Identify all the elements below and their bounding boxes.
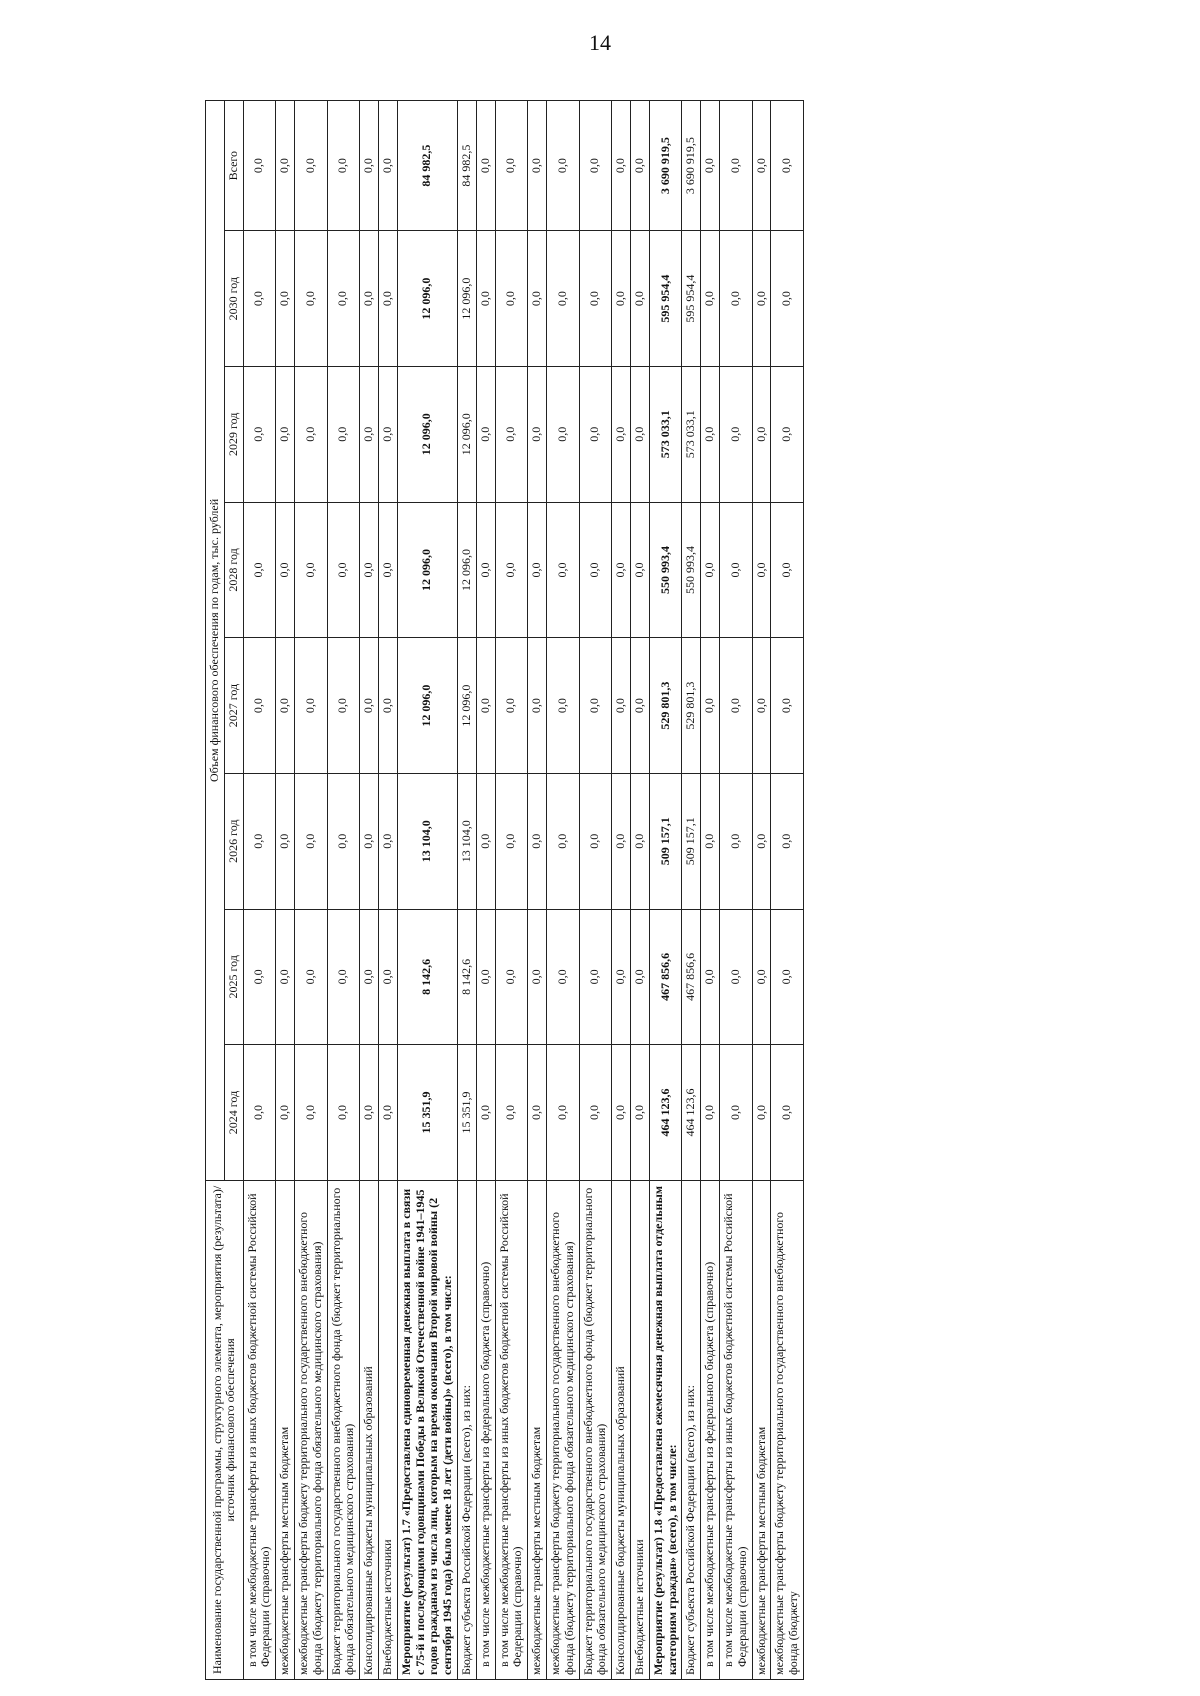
total-cell: 0,0: [719, 101, 752, 231]
year-value-cell: 0,0: [612, 773, 631, 909]
year-value-cell: 0,0: [294, 366, 327, 502]
row-label: межбюджетные трансферты местным бюджетам: [528, 1180, 547, 1679]
year-value-cell: 0,0: [378, 909, 397, 1045]
year-value-cell: 0,0: [771, 1045, 804, 1181]
year-value-cell: 0,0: [546, 366, 579, 502]
year-value-cell: 0,0: [476, 502, 495, 638]
total-header: Всего: [224, 101, 243, 231]
year-value-cell: 0,0: [579, 638, 612, 774]
year-value-cell: 0,0: [378, 773, 397, 909]
year-value-cell: 464 123,6: [682, 1045, 701, 1181]
year-value-cell: 0,0: [630, 1045, 649, 1181]
year-value-cell: 0,0: [243, 1045, 276, 1181]
table-row: [579, 101, 612, 1680]
year-value-cell: 0,0: [579, 773, 612, 909]
row-label: Внебюджетные источники: [630, 1180, 649, 1679]
year-value-cell: 0,0: [752, 909, 771, 1045]
year-value-cell: 12 096,0: [397, 366, 457, 502]
year-value-cell: 529 801,3: [682, 638, 701, 774]
year-value-cell: 0,0: [630, 231, 649, 367]
row-label: Консолидированные бюджеты муниципальных образований: [360, 1180, 379, 1679]
year-value-cell: 0,0: [546, 773, 579, 909]
year-value-cell: 0,0: [243, 366, 276, 502]
year-value-cell: 0,0: [528, 366, 547, 502]
row-label: в том числе межбюджетные трансферты из федерального бюджета (справочно): [701, 1180, 720, 1679]
year-value-cell: 0,0: [579, 1045, 612, 1181]
year-header: 2024 год: [224, 1045, 243, 1181]
year-value-cell: 0,0: [327, 909, 360, 1045]
total-cell: 84 982,5: [397, 101, 457, 231]
total-cell: 0,0: [771, 101, 804, 231]
year-value-cell: 0,0: [476, 773, 495, 909]
year-value-cell: 12 096,0: [457, 638, 476, 774]
row-label: в том числе межбюджетные трансферты из иных бюджетов бюджетной системы Российской Федерации (справочно): [495, 1180, 528, 1679]
year-value-cell: 0,0: [378, 366, 397, 502]
year-value-cell: 0,0: [327, 773, 360, 909]
total-cell: 0,0: [701, 101, 720, 231]
year-value-cell: 467 856,6: [682, 909, 701, 1045]
table-row: [457, 101, 476, 1680]
year-value-cell: 0,0: [579, 909, 612, 1045]
total-cell: 0,0: [243, 101, 276, 231]
year-value-cell: 0,0: [294, 638, 327, 774]
year-value-cell: 0,0: [701, 231, 720, 367]
total-cell: 0,0: [276, 101, 295, 231]
year-value-cell: 0,0: [476, 366, 495, 502]
year-value-cell: 0,0: [495, 1045, 528, 1181]
year-value-cell: 0,0: [276, 502, 295, 638]
year-value-cell: 0,0: [719, 502, 752, 638]
year-value-cell: 0,0: [752, 366, 771, 502]
year-value-cell: 0,0: [719, 1045, 752, 1181]
year-value-cell: 573 033,1: [649, 366, 682, 502]
year-value-cell: 0,0: [630, 638, 649, 774]
year-value-cell: 0,0: [243, 638, 276, 774]
table-row: [649, 101, 682, 1680]
year-value-cell: 0,0: [495, 366, 528, 502]
year-value-cell: 8 142,6: [397, 909, 457, 1045]
total-cell: 0,0: [630, 101, 649, 231]
year-value-cell: 0,0: [378, 502, 397, 638]
year-value-cell: 0,0: [528, 638, 547, 774]
year-value-cell: 0,0: [701, 638, 720, 774]
year-value-cell: 0,0: [243, 502, 276, 638]
year-value-cell: 0,0: [360, 1045, 379, 1181]
year-value-cell: 0,0: [752, 1045, 771, 1181]
year-value-cell: 0,0: [276, 909, 295, 1045]
year-value-cell: 0,0: [378, 1045, 397, 1181]
year-value-cell: 0,0: [360, 773, 379, 909]
year-value-cell: 0,0: [276, 638, 295, 774]
row-label: межбюджетные трансферты местным бюджетам: [752, 1180, 771, 1679]
year-value-cell: 0,0: [771, 773, 804, 909]
year-value-cell: 0,0: [243, 231, 276, 367]
table-row: [276, 101, 295, 1680]
year-value-cell: 0,0: [294, 502, 327, 638]
rotated-table-container: [205, 100, 1105, 1680]
table-row: [719, 101, 752, 1680]
table-row: [528, 101, 547, 1680]
year-value-cell: 509 157,1: [649, 773, 682, 909]
total-cell: 0,0: [476, 101, 495, 231]
year-value-cell: 0,0: [495, 638, 528, 774]
year-value-cell: 0,0: [752, 502, 771, 638]
row-label: Внебюджетные источники: [378, 1180, 397, 1679]
year-value-cell: 13 104,0: [457, 773, 476, 909]
year-header: 2027 год: [224, 638, 243, 774]
table-row: [495, 101, 528, 1680]
year-value-cell: 0,0: [495, 909, 528, 1045]
year-value-cell: 0,0: [327, 638, 360, 774]
year-value-cell: 0,0: [630, 909, 649, 1045]
total-cell: 3 690 919,5: [649, 101, 682, 231]
year-value-cell: 0,0: [327, 1045, 360, 1181]
total-cell: 0,0: [612, 101, 631, 231]
header-row-group: [206, 101, 225, 1680]
table-row: [752, 101, 771, 1680]
year-value-cell: 0,0: [612, 366, 631, 502]
year-value-cell: 0,0: [378, 638, 397, 774]
row-label: Мероприятие (результат) 1.8 «Предоставлена ежемесячная денежная выплата отдельным категориям граждан» (всего), в том числе:: [649, 1180, 682, 1679]
year-value-cell: 0,0: [546, 638, 579, 774]
row-label: межбюджетные трансферты бюджету территориального государственного внебюджетного фонда (бюджету территориального фонда обязательного медицинского страхования): [546, 1180, 579, 1679]
table-row: [378, 101, 397, 1680]
year-header: 2028 год: [224, 502, 243, 638]
year-value-cell: 0,0: [327, 231, 360, 367]
year-header: 2029 год: [224, 366, 243, 502]
year-value-cell: 0,0: [495, 231, 528, 367]
year-value-cell: 12 096,0: [397, 638, 457, 774]
year-value-cell: 0,0: [701, 366, 720, 502]
year-value-cell: 0,0: [630, 773, 649, 909]
year-value-cell: 0,0: [771, 366, 804, 502]
year-value-cell: 0,0: [630, 502, 649, 638]
year-value-cell: 0,0: [719, 773, 752, 909]
year-value-cell: 0,0: [771, 502, 804, 638]
table-row: [294, 101, 327, 1680]
year-value-cell: 0,0: [546, 231, 579, 367]
total-cell: 0,0: [546, 101, 579, 231]
year-value-cell: 0,0: [719, 366, 752, 502]
year-value-cell: 8 142,6: [457, 909, 476, 1045]
page-number: 14: [589, 30, 611, 55]
row-label: Бюджет субъекта Российской Федерации (всего), из них:: [457, 1180, 476, 1679]
table-row: [771, 101, 804, 1680]
year-value-cell: 0,0: [294, 909, 327, 1045]
year-value-cell: 529 801,3: [649, 638, 682, 774]
year-value-cell: 0,0: [612, 638, 631, 774]
table-row: [701, 101, 720, 1680]
year-value-cell: 0,0: [360, 231, 379, 367]
total-cell: 0,0: [327, 101, 360, 231]
year-value-cell: 464 123,6: [649, 1045, 682, 1181]
table-row: [682, 101, 701, 1680]
year-value-cell: 15 351,9: [397, 1045, 457, 1181]
year-value-cell: 15 351,9: [457, 1045, 476, 1181]
year-value-cell: 0,0: [476, 231, 495, 367]
row-label: Консолидированные бюджеты муниципальных образований: [612, 1180, 631, 1679]
year-value-cell: 0,0: [612, 231, 631, 367]
year-value-cell: 0,0: [719, 909, 752, 1045]
funding-group-header: Объем финансового обеспечения по годам, тыс. рублей: [206, 101, 225, 1181]
year-value-cell: 0,0: [752, 231, 771, 367]
year-value-cell: 0,0: [276, 231, 295, 367]
year-value-cell: 0,0: [528, 231, 547, 367]
year-value-cell: 12 096,0: [457, 502, 476, 638]
year-value-cell: 0,0: [612, 909, 631, 1045]
year-value-cell: 0,0: [495, 502, 528, 638]
year-value-cell: 0,0: [630, 366, 649, 502]
year-value-cell: 0,0: [327, 502, 360, 638]
table-row: [327, 101, 360, 1680]
year-value-cell: 0,0: [546, 1045, 579, 1181]
year-value-cell: 0,0: [276, 1045, 295, 1181]
year-value-cell: 0,0: [752, 638, 771, 774]
table-row: [243, 101, 276, 1680]
year-value-cell: 0,0: [243, 773, 276, 909]
table-row: [546, 101, 579, 1680]
year-value-cell: 0,0: [701, 773, 720, 909]
year-value-cell: 0,0: [719, 638, 752, 774]
budget-table: [205, 100, 804, 1680]
year-value-cell: 509 157,1: [682, 773, 701, 909]
total-cell: 0,0: [294, 101, 327, 231]
year-value-cell: 0,0: [528, 773, 547, 909]
name-column-header: Наименование государственной программы, структурного элемента, мероприятия (результата)/источник финансового обеспечения: [206, 1180, 244, 1679]
row-label: в том числе межбюджетные трансферты из иных бюджетов бюджетной системы Российской Федерации (справочно): [719, 1180, 752, 1679]
table-row: [476, 101, 495, 1680]
year-value-cell: 0,0: [476, 638, 495, 774]
total-cell: 3 690 919,5: [682, 101, 701, 231]
year-value-cell: 550 993,4: [682, 502, 701, 638]
table-row: [360, 101, 379, 1680]
year-value-cell: 0,0: [579, 502, 612, 638]
year-value-cell: 0,0: [771, 909, 804, 1045]
year-value-cell: 0,0: [360, 366, 379, 502]
year-value-cell: 0,0: [528, 502, 547, 638]
year-value-cell: 12 096,0: [397, 231, 457, 367]
year-value-cell: 0,0: [579, 366, 612, 502]
year-value-cell: 0,0: [327, 366, 360, 502]
row-label: в том числе межбюджетные трансферты из иных бюджетов бюджетной системы Российской Федерации (справочно): [243, 1180, 276, 1679]
year-value-cell: 0,0: [276, 366, 295, 502]
row-label: межбюджетные трансферты бюджету территориального государственного внебюджетного фонда (бюджету территориального фонда обязательного медицинского страхования): [294, 1180, 327, 1679]
year-value-cell: 0,0: [546, 909, 579, 1045]
total-cell: 0,0: [495, 101, 528, 231]
year-value-cell: 0,0: [752, 773, 771, 909]
year-value-cell: 0,0: [476, 909, 495, 1045]
row-label: межбюджетные трансферты бюджету территориального государственного внебюджетного фонда (бюджету: [771, 1180, 804, 1679]
year-header: 2030 год: [224, 231, 243, 367]
year-value-cell: 0,0: [528, 1045, 547, 1181]
year-value-cell: 550 993,4: [649, 502, 682, 638]
total-cell: 0,0: [378, 101, 397, 231]
year-value-cell: 0,0: [546, 502, 579, 638]
year-value-cell: 0,0: [701, 909, 720, 1045]
total-cell: 0,0: [360, 101, 379, 231]
year-value-cell: 12 096,0: [397, 502, 457, 638]
row-label: в том числе межбюджетные трансферты из федерального бюджета (справочно): [476, 1180, 495, 1679]
year-value-cell: 595 954,4: [649, 231, 682, 367]
year-value-cell: 467 856,6: [649, 909, 682, 1045]
year-value-cell: 12 096,0: [457, 231, 476, 367]
year-value-cell: 0,0: [771, 638, 804, 774]
year-value-cell: 0,0: [294, 773, 327, 909]
year-value-cell: 0,0: [495, 773, 528, 909]
table-row: [397, 101, 457, 1680]
year-value-cell: 0,0: [701, 1045, 720, 1181]
row-label: Бюджет субъекта Российской Федерации (всего), из них:: [682, 1180, 701, 1679]
total-cell: 0,0: [752, 101, 771, 231]
year-value-cell: 573 033,1: [682, 366, 701, 502]
year-value-cell: 0,0: [360, 502, 379, 638]
total-cell: 0,0: [528, 101, 547, 231]
year-value-cell: 0,0: [276, 773, 295, 909]
row-label: межбюджетные трансферты местным бюджетам: [276, 1180, 295, 1679]
year-value-cell: 0,0: [476, 1045, 495, 1181]
table-row: [630, 101, 649, 1680]
year-value-cell: 0,0: [579, 231, 612, 367]
row-label: Бюджет территориального государственного внебюджетного фонда (бюджет территориального фонда обязательного медицинского страхования): [579, 1180, 612, 1679]
row-label: Мероприятие (результат) 1.7 «Предоставлена единовременная денежная выплата в связи с 75-й и последующими годовщинами Победы в Великой Отечественной войне 1941–1945 годов гражданам из числа лиц, которым на время окончания Второй мировой войны (2 сентября 1945 года) было менее 18 лет (дети войны)» (всего), в том числе:: [397, 1180, 457, 1679]
row-label: Бюджет территориального государственного внебюджетного фонда (бюджет территориального фонда обязательного медицинского страхования): [327, 1180, 360, 1679]
year-value-cell: 0,0: [701, 502, 720, 638]
year-value-cell: 0,0: [528, 909, 547, 1045]
year-value-cell: 0,0: [360, 638, 379, 774]
year-value-cell: 0,0: [612, 502, 631, 638]
table-row: [612, 101, 631, 1680]
year-value-cell: 0,0: [612, 1045, 631, 1181]
year-value-cell: 12 096,0: [457, 366, 476, 502]
year-header: 2026 год: [224, 773, 243, 909]
year-value-cell: 0,0: [360, 909, 379, 1045]
year-value-cell: 0,0: [294, 1045, 327, 1181]
year-value-cell: 0,0: [719, 231, 752, 367]
total-cell: 84 982,5: [457, 101, 476, 231]
total-cell: 0,0: [579, 101, 612, 231]
year-value-cell: 0,0: [243, 909, 276, 1045]
year-value-cell: 595 954,4: [682, 231, 701, 367]
year-value-cell: 0,0: [378, 231, 397, 367]
year-value-cell: 0,0: [294, 231, 327, 367]
year-header: 2025 год: [224, 909, 243, 1045]
year-value-cell: 13 104,0: [397, 773, 457, 909]
year-value-cell: 0,0: [771, 231, 804, 367]
